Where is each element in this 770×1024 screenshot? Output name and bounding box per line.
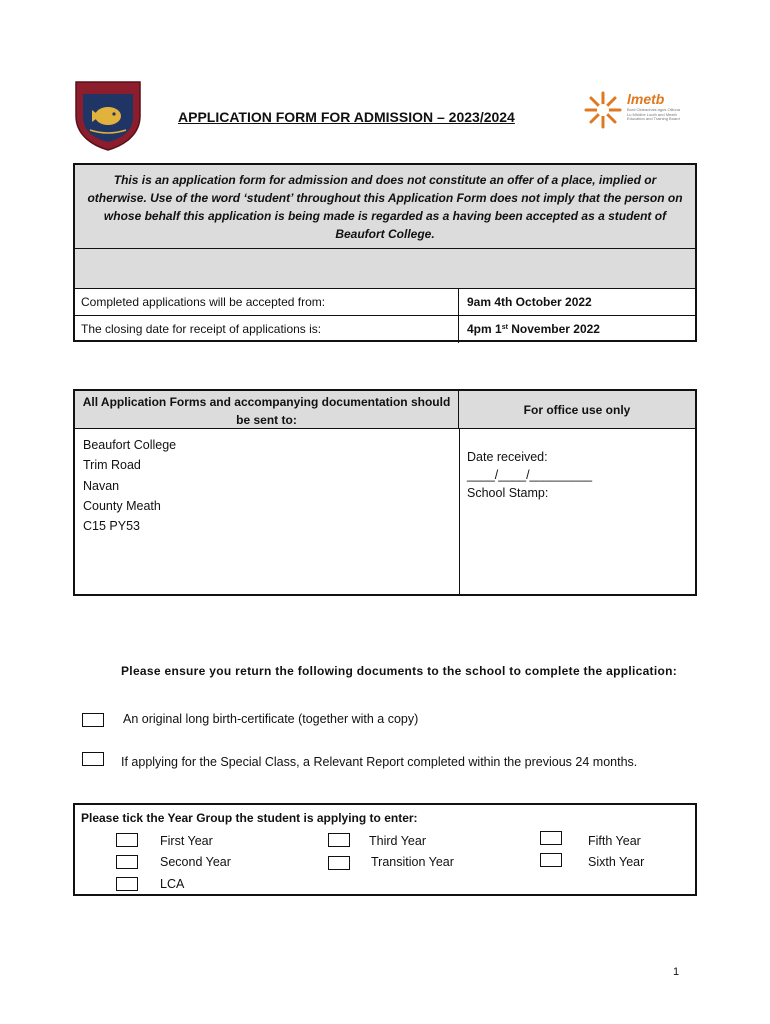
documents-instructions: Please ensure you return the following documents to the school to complete the application: xyxy=(121,664,678,678)
school-stamp-label: School Stamp: xyxy=(467,486,549,500)
first-year-label: First Year xyxy=(160,834,213,848)
closing-date-label: The closing date for receipt of applications is: xyxy=(81,322,322,336)
send-to-header: All Application Forms and accompanying documentation should be sent to: xyxy=(75,391,459,429)
date-received-label: Date received: xyxy=(467,450,548,464)
birth-cert-checkbox[interactable] xyxy=(82,713,104,727)
second-year-label: Second Year xyxy=(160,855,231,869)
birth-cert-label: An original long birth-certificate (together with a copy) xyxy=(123,712,419,726)
fifth-year-label: Fifth Year xyxy=(588,834,641,848)
lmetb-logo xyxy=(583,90,683,130)
date-received-blank[interactable]: ____/____/_________ xyxy=(467,468,593,482)
third-year-checkbox[interactable] xyxy=(328,833,350,847)
sixth-year-checkbox[interactable] xyxy=(540,853,562,867)
admission-notice: This is an application form for admission and does not constitute an offer of a place, implied or otherwise. Use of the word ‘student’ throughout this Application Form does not imply that the person on whose behalf this application is being made is regarded as a having been accepted as a student of Beaufort College. xyxy=(75,165,695,249)
address-line: County Meath xyxy=(83,498,161,513)
blank-grey-row xyxy=(75,249,695,289)
closing-date-value: 4pm 1st November 2022 xyxy=(467,322,600,336)
year-group-header: Please tick the Year Group the student is applying to enter: xyxy=(81,811,418,825)
open-date-row xyxy=(75,289,695,316)
address-line: Beaufort College xyxy=(83,438,177,452)
first-year-checkbox[interactable] xyxy=(116,833,138,847)
sun-burst-icon xyxy=(583,90,623,130)
year-group-table xyxy=(73,803,697,896)
open-date-value: 9am 4th October 2022 xyxy=(467,295,592,309)
sixth-year-label: Sixth Year xyxy=(588,855,645,869)
office-use-fields xyxy=(467,448,592,502)
relevant-report-label: If applying for the Special Class, a Relevant Report completed within the previous 24 months. xyxy=(121,755,638,769)
second-year-checkbox[interactable] xyxy=(116,855,138,869)
transition-year-checkbox[interactable] xyxy=(328,856,350,870)
transition-year-label: Transition Year xyxy=(371,855,454,869)
form-title: APPLICATION FORM FOR ADMISSION – 2023/2024 xyxy=(178,109,515,125)
address-line: Navan xyxy=(83,478,120,493)
fifth-year-checkbox[interactable] xyxy=(540,831,562,845)
relevant-report-checkbox[interactable] xyxy=(82,752,104,766)
address-line: Trim Road xyxy=(83,458,141,473)
page-number: 1 xyxy=(673,966,680,978)
address-and-office-table xyxy=(73,389,697,596)
third-year-label: Third Year xyxy=(369,834,426,848)
notice-and-dates-table xyxy=(73,163,697,342)
address-line: C15 PY53 xyxy=(83,519,140,534)
office-use-header: For office use only xyxy=(459,391,695,429)
lca-checkbox[interactable] xyxy=(116,877,138,891)
school-address xyxy=(83,435,176,536)
open-date-label: Completed applications will be accepted from: xyxy=(81,295,326,309)
logo-wordmark: lmetb xyxy=(627,91,665,107)
closing-date-row xyxy=(75,316,695,343)
school-crest-logo xyxy=(70,76,146,152)
logo-subtext: Bord Oideachais agus Oiliúna Lu Mhidhe Louth and Meath Education and Training Board xyxy=(627,107,680,121)
lca-label: LCA xyxy=(160,877,185,891)
